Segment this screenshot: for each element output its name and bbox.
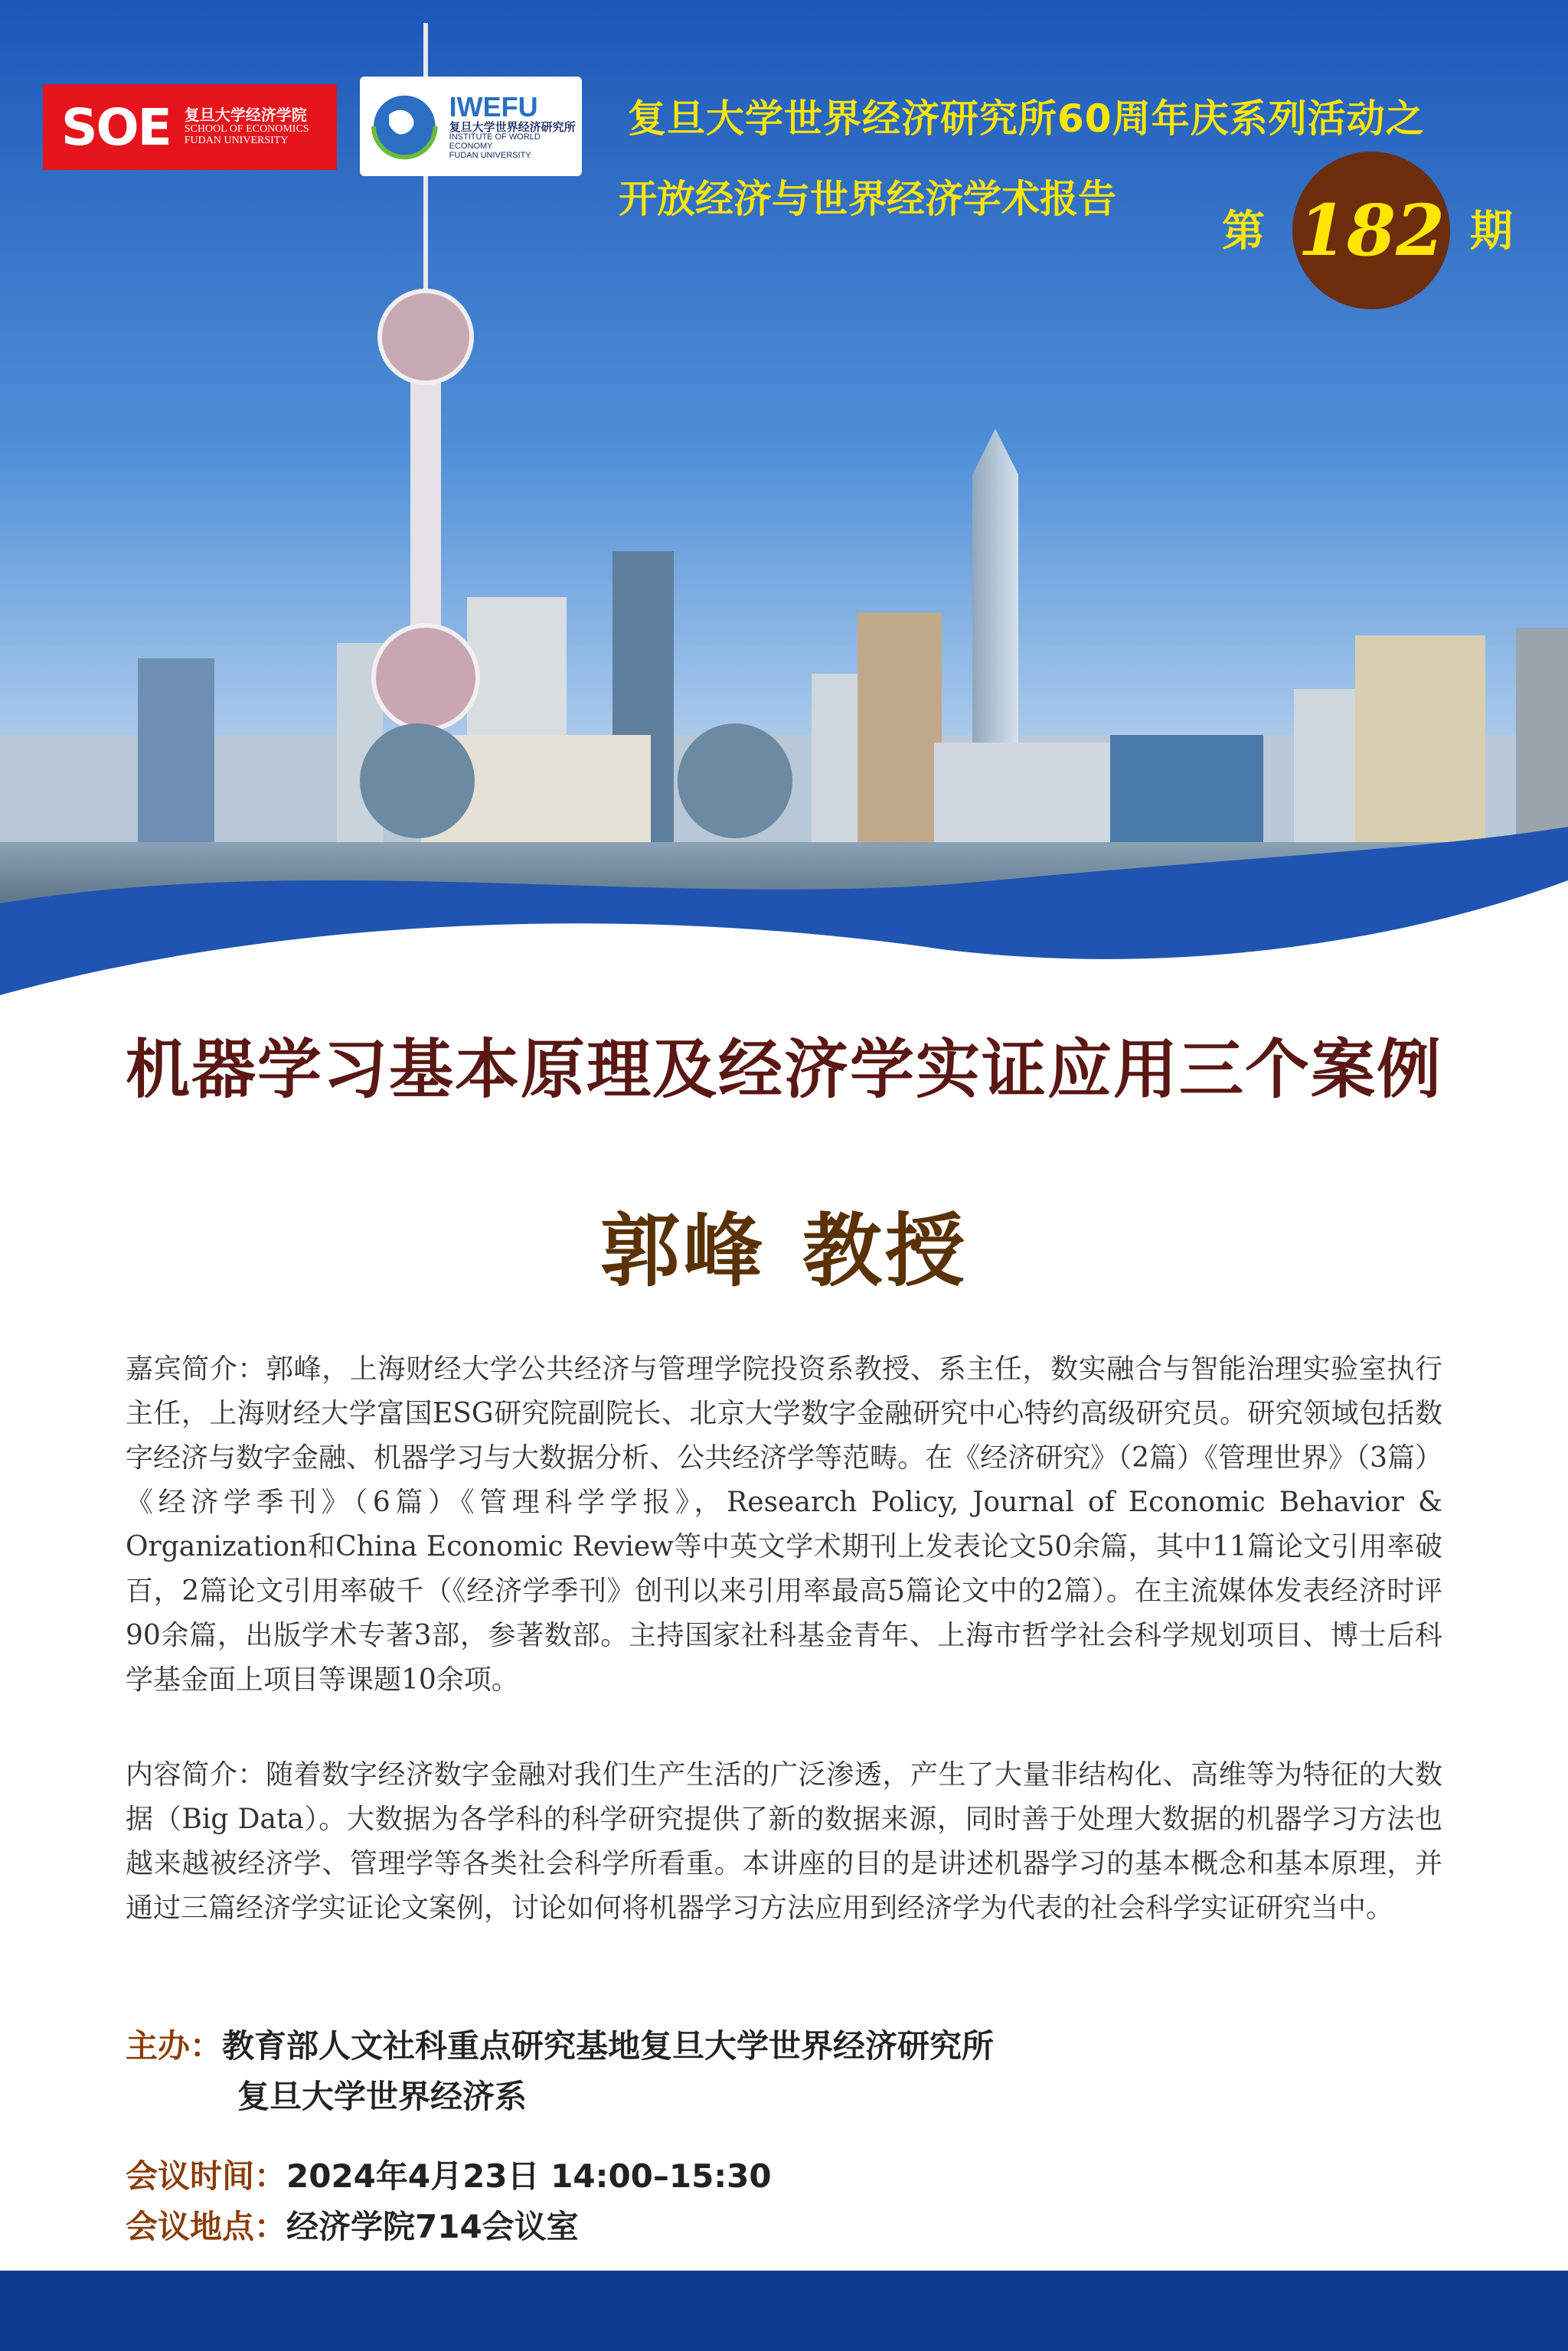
iwefu-logo-cn: 复旦大学世界经济研究所: [449, 120, 576, 134]
globe-icon: [366, 87, 443, 166]
time-value: 2024年4月23日 14:00–15:30: [286, 2157, 772, 2195]
guest-intro: [126, 1347, 1442, 1703]
issue-number: 182: [1297, 189, 1446, 272]
host-line2: 复旦大学世界经济系: [237, 2078, 528, 2115]
speaker-name: 郭峰: [599, 1204, 766, 1298]
iwefu-logo-text: [449, 90, 582, 160]
issue-prefix: 第: [1222, 207, 1265, 256]
series-title-line1: 复旦大学世界经济研究所60周年庆系列活动之: [628, 96, 1425, 141]
guest-intro-text: 郭峰，上海财经大学公共经济与管理学院投资系教授、系主任，数实融合与智能治理实验室执行主任，上海财经大学富国ESG研究院副院长、北京大学数字金融研究中心特约高级研究员。研究领域包括数字经济与数字金融、机器学习与大数据分析、公共经济学等范畴。在《经济研究》（2篇）《管理世界》（3篇）《经济学季刊》（6篇）《管理科学学报》，Research Policy, Journal of Economic Behavior & Organization和China Economic Review等中英文学术期刊上发表论文50余篇，其中11篇论文引用率破百，2篇论文引用率破千（《经济学季刊》创刊以来引用率最高5篇论文中的2篇）。在主流媒体发表经济时评90余篇，出版学术专著3部，参著数部。主持国家社科基金青年、上海市哲学社会科学规划项目、博士后科学基金面上项目等课题10余项。: [126, 1353, 1442, 1696]
meeting-place: [126, 2202, 579, 2248]
host-label: 主办：: [126, 2027, 223, 2065]
soe-logo: [43, 84, 337, 170]
iwefu-logo-en2: FUDAN UNIVERSITY: [449, 150, 531, 160]
soe-logo-cn: 复旦大学经济学院: [184, 106, 307, 124]
speaker-title: 教授: [802, 1204, 969, 1298]
content-intro: [126, 1753, 1442, 1931]
issue-badge: [1292, 152, 1450, 309]
speaker-line: [0, 1187, 1568, 1301]
series-title-line2: 开放经济与世界经济学术报告: [619, 177, 1116, 221]
soe-mark: SOE: [61, 97, 171, 157]
content-intro-label: 内容简介：: [126, 1759, 266, 1791]
meeting-time: [126, 2151, 772, 2197]
content-intro-text: 随着数字经济数字金融对我们生产生活的广泛渗透，产生了大量非结构化、高维等为特征的大数据（Big Data）。大数据为各学科的科学研究提供了新的数据来源，同时善于处理大数据的机器学习方法也越来越被经济学、管理学等各类社会科学所看重。本讲座的目的是讲述机器学习的基本概念和基本原理，并通过三篇经济学实证论文案例，讨论如何将机器学习方法应用到经济学为代表的社会科学实证研究当中。: [126, 1759, 1442, 1924]
iwefu-mark: IWEFU: [449, 90, 538, 122]
iwefu-logo: [360, 77, 582, 176]
time-label: 会议时间：: [126, 2157, 287, 2195]
iwefu-logo-en1: INSTITUTE OF WORLD ECONOMY: [449, 132, 541, 151]
soe-logo-text: [185, 108, 309, 146]
guest-intro-label: 嘉宾简介：: [126, 1353, 266, 1385]
issue-suffix: 期: [1470, 207, 1513, 256]
place-label: 会议地点：: [126, 2208, 287, 2245]
soe-logo-en1: SCHOOL OF ECONOMICS: [184, 122, 309, 135]
place-value: 经济学院714会议室: [286, 2208, 579, 2245]
host-line1: [126, 2021, 994, 2067]
footer-bar: [0, 2271, 1568, 2351]
host-value1: 教育部人文社科重点研究基地复旦大学世界经济研究所: [222, 2027, 995, 2065]
lecture-title: 机器学习基本原理及经济学实证应用三个案例: [125, 1031, 1442, 1107]
soe-logo-en2: FUDAN UNIVERSITY: [184, 134, 289, 146]
